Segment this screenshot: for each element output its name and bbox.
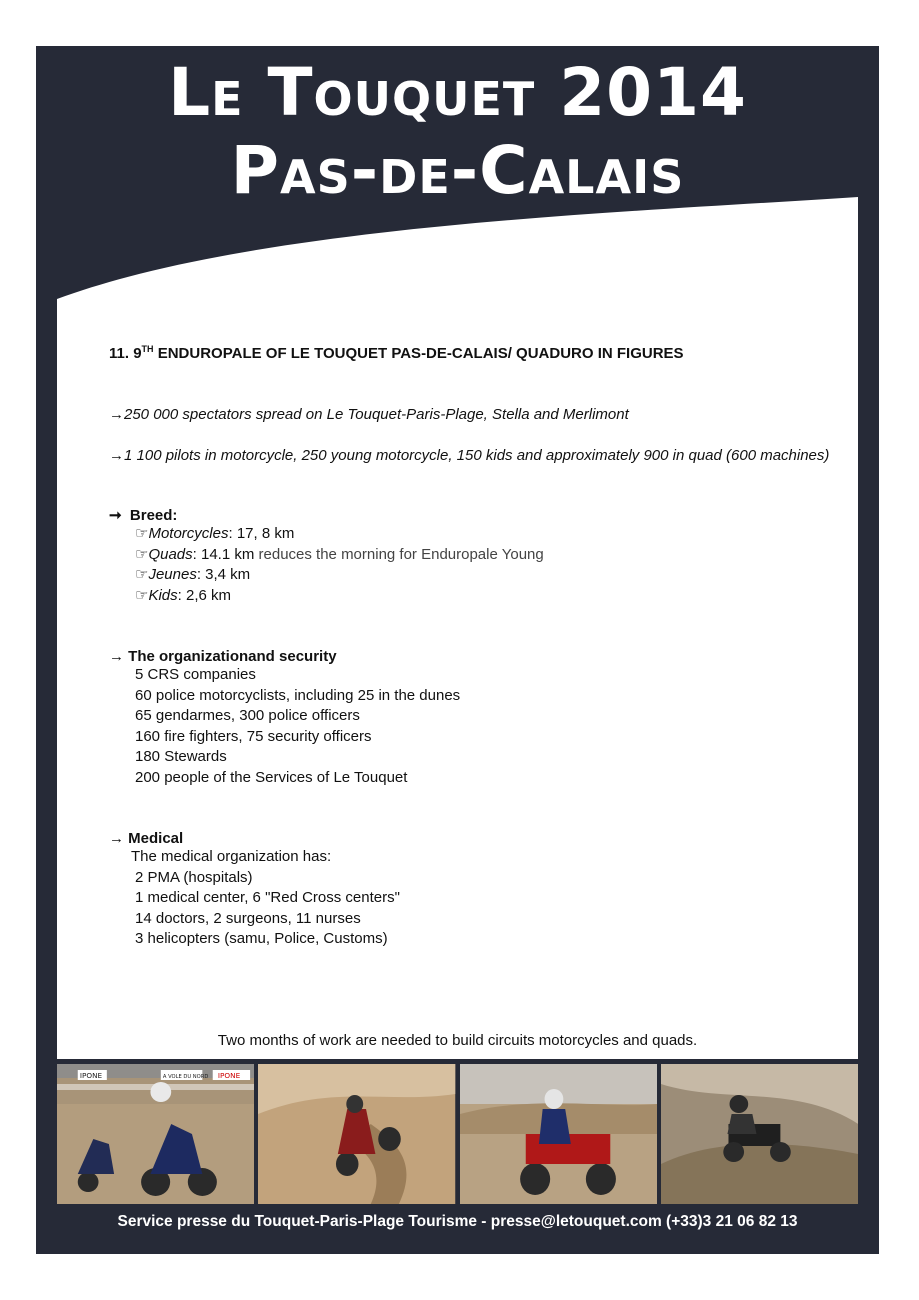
- list-item: 180 Stewards: [135, 748, 227, 765]
- pointing-hand-icon: ☞: [135, 566, 149, 583]
- breed-title-text: Breed:: [129, 507, 178, 524]
- section-heading: [109, 344, 849, 362]
- list-item: 60 police motorcyclists, including 25 in the dunes: [135, 686, 461, 704]
- item-name: Quads: [148, 545, 193, 563]
- item-name: Kids: [148, 586, 178, 604]
- list-item: 160 fire fighters, 75 security officers: [135, 727, 372, 745]
- item-name: Jeunes: [148, 566, 197, 583]
- organization-list: [135, 665, 849, 788]
- item-extra: reduces the morning for Enduropale Young: [258, 545, 544, 563]
- fact-spectators: [109, 404, 849, 425]
- heading-sup: TH: [141, 344, 154, 354]
- list-item: 200 people of the Services of Le Touquet: [135, 768, 408, 786]
- item-value: : 2,6 km: [177, 586, 231, 604]
- heading-text: ENDUROPALE OF LE TOUQUET PAS-DE-CALAIS/ QUADURO IN FIGURES: [153, 345, 684, 362]
- arrow-icon: →: [109, 447, 124, 464]
- list-item: [135, 565, 849, 586]
- heading-number: 11. 9: [109, 345, 142, 362]
- medical-intro: The medical organization has:: [131, 848, 332, 865]
- organization-title: [109, 648, 849, 665]
- fact-pilots: [109, 445, 849, 466]
- list-item: [135, 545, 849, 566]
- banner-text: IPONE: [79, 1071, 103, 1080]
- item-value: : 17, 8 km: [228, 525, 295, 542]
- list-item: 2 PMA (hospitals): [135, 868, 253, 886]
- list-item: [135, 586, 849, 607]
- medical-list: [135, 868, 849, 950]
- photo-quad-dunes: [661, 1064, 858, 1204]
- medical-title-text: Medical: [128, 830, 184, 847]
- item-value: : 14.1 km: [192, 545, 259, 563]
- photo-strip: [57, 1064, 858, 1204]
- header-curve: [57, 195, 858, 305]
- banner-text: A VOLE DU NORD: [162, 1074, 209, 1080]
- list-item: 65 gendarmes, 300 police officers: [135, 707, 360, 724]
- item-name: Motorcycles: [148, 525, 229, 542]
- item-value: : 3,4 km: [196, 566, 251, 583]
- arrow-icon: ➞: [109, 507, 130, 524]
- photo-rider-turn: [258, 1064, 455, 1204]
- footer-contact: Service presse du Touquet-Paris-Plage Tourisme - presse@letouquet.com (+33)3 21 06 82 13: [117, 1213, 798, 1230]
- breed-list: [135, 524, 849, 606]
- list-item: [135, 524, 849, 545]
- arrow-icon: →: [109, 830, 129, 847]
- document-body: [109, 344, 849, 950]
- list-item: 3 helicopters (samu, Police, Customs): [135, 930, 388, 947]
- list-item: 14 doctors, 2 surgeons, 11 nurses: [135, 909, 361, 927]
- pointing-hand-icon: ☞: [135, 525, 149, 542]
- arrow-icon: →: [109, 406, 124, 423]
- organization-title-text: The organizationand security: [128, 648, 337, 665]
- banner-text: IPONE: [217, 1071, 241, 1080]
- breed-title: [109, 506, 849, 524]
- breed-section: [109, 506, 849, 606]
- list-item: 5 CRS companies: [135, 666, 256, 683]
- medical-section: [109, 830, 849, 950]
- pointing-hand-icon: ☞: [135, 586, 149, 604]
- photo-motocross-beach: [57, 1064, 254, 1204]
- fact-text: 250 000 spectators spread on Le Touquet-Paris-Plage, Stella and Merlimont: [124, 406, 629, 423]
- fact-text: 1 100 pilots in motorcycle, 250 young motorcycle, 150 kids and approximately 900 in quad (600 machines): [124, 447, 830, 464]
- closing-note: Two months of work are needed to build circuits motorcycles and quads.: [217, 1032, 698, 1049]
- photo-quad-rider: [460, 1064, 657, 1204]
- list-item: 1 medical center, 6 "Red Cross centers": [135, 889, 400, 906]
- medical-title: [109, 830, 849, 847]
- organization-section: [109, 648, 849, 788]
- title-line-1: Le Touquet 2014: [168, 54, 747, 131]
- arrow-icon: →: [109, 648, 129, 665]
- pointing-hand-icon: ☞: [135, 545, 149, 563]
- title-line-2: Pas-de-Calais: [230, 132, 685, 209]
